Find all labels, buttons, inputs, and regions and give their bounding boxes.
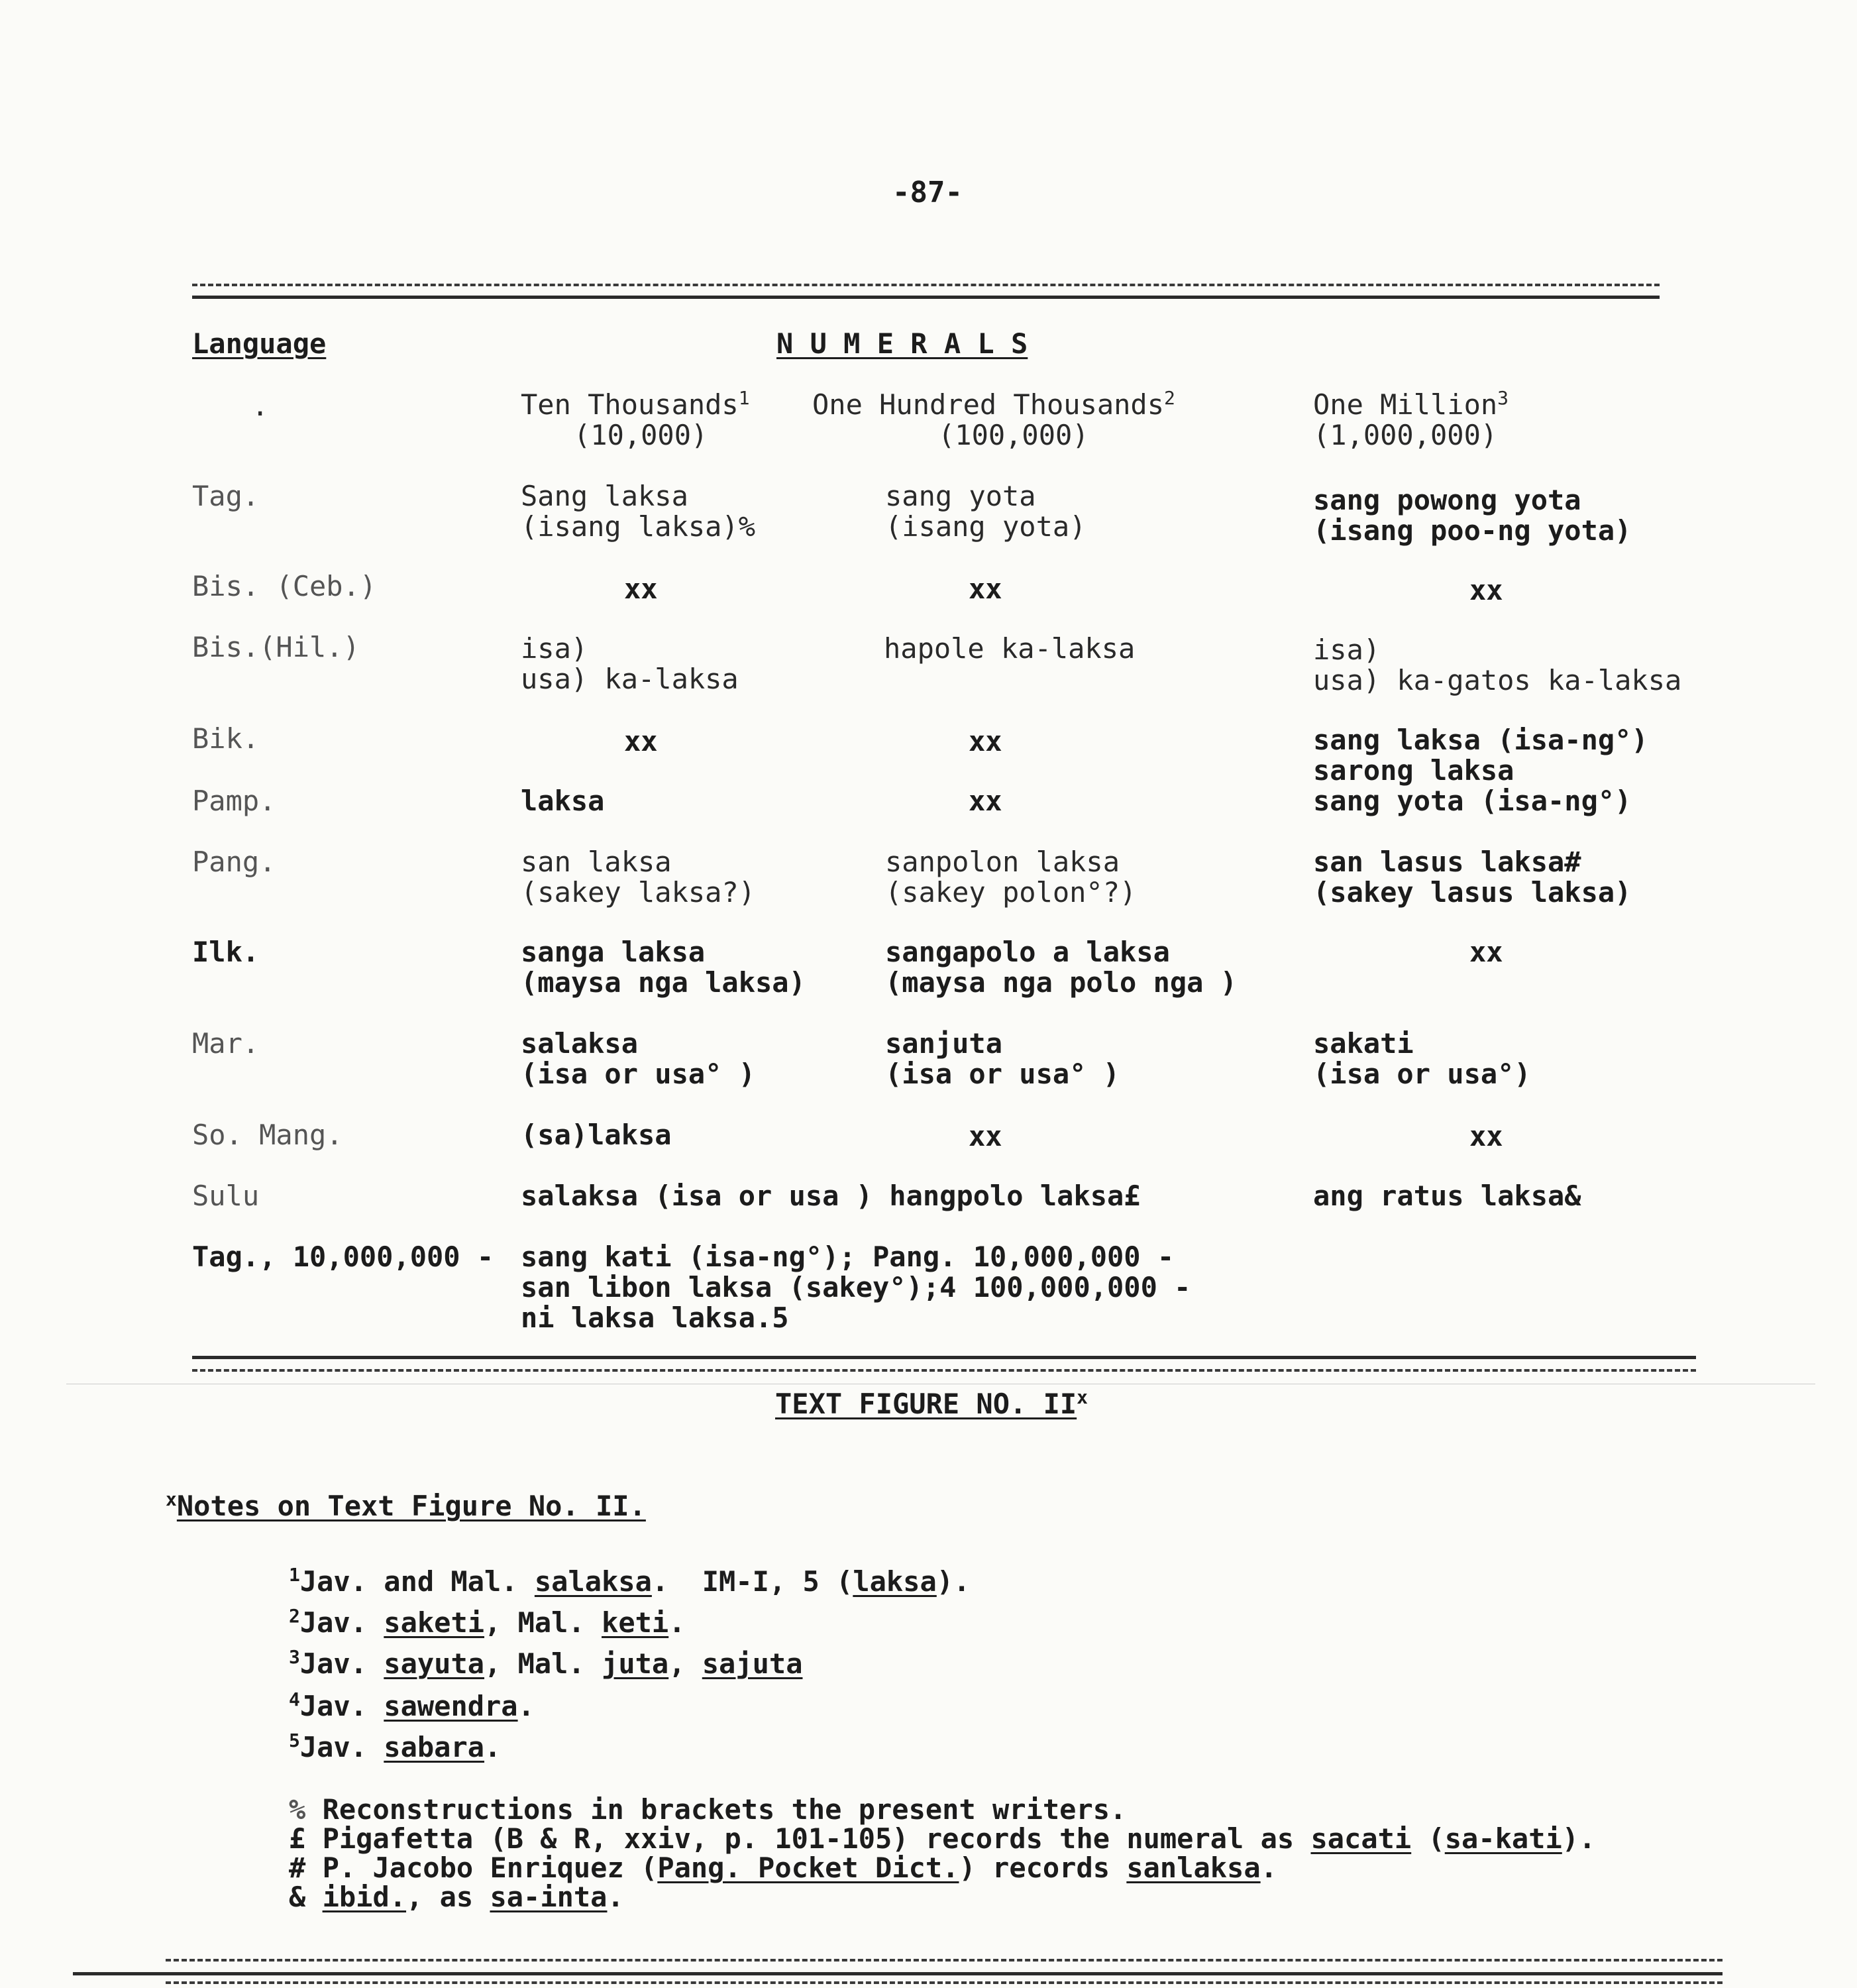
figure-title-text: TEXT FIGURE NO. II: [775, 1388, 1077, 1420]
cell: isa): [521, 632, 588, 665]
cell: xx: [1469, 936, 1503, 968]
col-value-ten-thousands: (10,000): [574, 419, 708, 451]
cell: san lasus laksa#: [1313, 846, 1581, 878]
col-header-one-million: [1313, 387, 1509, 421]
cell: salaksa: [521, 1027, 639, 1060]
note-word: sanlaksa: [1126, 1851, 1261, 1884]
cell: (sa)laksa: [521, 1119, 672, 1151]
cell: (isa or usa° ): [885, 1058, 1120, 1090]
bottom-solid-rule: [192, 1356, 1696, 1359]
row-label-so-mang: So. Mang.: [192, 1119, 343, 1151]
fn-text: Jav.: [299, 1690, 384, 1722]
cell: xx: [969, 1120, 1002, 1152]
cell: xx: [969, 725, 1002, 757]
cell: san laksa: [521, 846, 672, 878]
note-text: [305, 1881, 322, 1913]
fn-text: ,: [668, 1647, 702, 1680]
cell: (maysa nga polo nga ): [885, 966, 1238, 999]
fn-text: Jav. and Mal.: [299, 1565, 535, 1598]
note-text: , as: [406, 1881, 490, 1913]
cell: sang yota (isa-ng°): [1313, 785, 1632, 817]
cell: hapole ka-laksa: [884, 632, 1136, 665]
symbol-note-percent: [289, 1795, 1126, 1825]
footer-solid-rule: [73, 1972, 1723, 1975]
note-word: sa-kati: [1444, 1822, 1562, 1855]
fn-word: salaksa: [534, 1565, 652, 1598]
fn-text: .: [517, 1690, 535, 1722]
fn-text: , Mal.: [484, 1606, 602, 1639]
fn-num: 4: [289, 1688, 300, 1710]
cell: (sakey polon°?): [885, 876, 1137, 909]
notes-heading-text: Notes on Text Figure No. II.: [176, 1490, 646, 1522]
col-header-hundred-thousands: [812, 387, 1175, 421]
note-symbol: £: [289, 1822, 306, 1855]
cell: xx: [624, 573, 658, 605]
cell: laksa: [521, 785, 605, 817]
note-word: sa-inta: [490, 1881, 608, 1913]
row-label-bis-ceb: Bis. (Ceb.): [192, 570, 377, 602]
cell: sang powong yota: [1313, 484, 1581, 516]
col-value-hundred-thousands: (100,000): [938, 419, 1089, 451]
note-word: ibid.: [322, 1881, 407, 1913]
footnote-2: [289, 1605, 686, 1639]
note-text: ).: [1562, 1822, 1596, 1855]
row-label-bis-hil: Bis.(Hil.): [192, 631, 360, 663]
row-label-tag: Tag.: [192, 480, 260, 512]
row-label-pang: Pang.: [192, 846, 276, 878]
cell: sanga laksa: [521, 936, 706, 968]
fn-text: Jav.: [299, 1731, 384, 1763]
fn-text: , Mal.: [484, 1647, 602, 1680]
tag-row-line: san libon laksa (sakey°);4 100,000,000 -: [521, 1271, 1191, 1303]
symbol-note-ampersand: [289, 1882, 624, 1912]
fn-num: 1: [289, 1564, 300, 1586]
cell: (sakey lasus laksa): [1313, 876, 1632, 909]
cell: usa) ka-gatos ka-laksa: [1313, 664, 1682, 696]
row-label-pamp: Pamp.: [192, 785, 276, 817]
notes-heading: [166, 1488, 646, 1522]
fn-word: saketi: [384, 1606, 485, 1639]
fn-num: 2: [289, 1605, 300, 1627]
footer-dashed-rule-2: [166, 1981, 1723, 1984]
note-text: .: [1260, 1851, 1277, 1884]
note-symbol: #: [289, 1851, 306, 1884]
note-symbol: %: [289, 1793, 306, 1826]
col-name: One Million: [1313, 388, 1498, 421]
cell: (sakey laksa?): [521, 876, 756, 909]
footnote-1: [289, 1564, 971, 1598]
note-symbol: &: [289, 1881, 306, 1913]
tag-row-line: ni laksa laksa.5: [521, 1301, 789, 1334]
row-label-sulu: Sulu: [192, 1180, 260, 1212]
top-dashed-rule: [192, 284, 1660, 286]
cell: sangapolo a laksa: [885, 936, 1170, 968]
note-text: .: [607, 1881, 624, 1913]
col-value-one-million: (1,000,000): [1313, 419, 1498, 451]
fn-text: Jav.: [299, 1647, 384, 1680]
col-note: 2: [1164, 387, 1175, 409]
note-text: ) records: [959, 1851, 1127, 1884]
fn-word: sajuta: [702, 1647, 803, 1680]
figure-title: [775, 1386, 1088, 1420]
footnote-5: [289, 1732, 501, 1763]
col-name: One Hundred Thousands: [812, 388, 1165, 421]
col-header-ten-thousands: [521, 387, 750, 421]
figure-mark: x: [1077, 1386, 1088, 1408]
cell: xx: [1469, 1120, 1503, 1152]
cell: sarong laksa: [1313, 754, 1514, 787]
page-number: -87-: [892, 176, 963, 209]
tag-row-line: sang kati (isa-ng°); Pang. 10,000,000 -: [521, 1241, 1175, 1273]
fn-num: 3: [289, 1646, 300, 1668]
cell: sang laksa (isa-ng°): [1313, 724, 1648, 756]
fn-text: Jav.: [299, 1606, 384, 1639]
fn-text: .: [668, 1606, 686, 1639]
cell: usa) ka-laksa: [521, 663, 739, 695]
fn-word: sayuta: [384, 1647, 485, 1680]
bottom-dashed-rule: [192, 1369, 1696, 1372]
fn-num: 5: [289, 1730, 300, 1751]
cell-spanning: salaksa (isa or usa ) hangpolo laksa£: [521, 1180, 1141, 1212]
cell: Sang laksa: [521, 480, 688, 512]
note-text: (: [1411, 1822, 1445, 1855]
col-note: 1: [738, 387, 750, 409]
fn-word: juta: [602, 1647, 669, 1680]
note-text: Reconstructions in brackets the present writers.: [305, 1793, 1127, 1826]
symbol-note-pound: [289, 1824, 1595, 1854]
cell: (maysa nga laksa): [521, 966, 806, 999]
cell: sang yota: [885, 480, 1036, 512]
row-label-bik: Bik.: [192, 722, 260, 755]
cell: (isang yota): [885, 510, 1087, 543]
cell: sanpolon laksa: [885, 846, 1120, 878]
cell: (isang laksa)%: [521, 510, 756, 543]
language-label: Language: [192, 327, 327, 360]
note-word: sacati: [1310, 1822, 1412, 1855]
cell: sakati: [1313, 1027, 1414, 1060]
cell: ang ratus laksa&: [1313, 1180, 1581, 1212]
col-name: Ten Thousands: [521, 388, 739, 421]
cell: isa): [1313, 634, 1381, 666]
header-bullet: .: [252, 390, 269, 422]
row-label-ilk: Ilk.: [192, 936, 260, 968]
top-solid-rule: [192, 296, 1660, 299]
fn-text: .: [484, 1731, 502, 1763]
cell: (isa or usa°): [1313, 1058, 1531, 1090]
cell: (isang poo-ng yota): [1313, 514, 1632, 547]
note-word: Pang. Pocket Dict.: [657, 1851, 959, 1884]
footnote-3: [289, 1646, 803, 1680]
note-text: P. Jacobo Enriquez (: [305, 1851, 658, 1884]
fn-text: ).: [936, 1565, 971, 1598]
footnote-4: [289, 1688, 535, 1722]
cell: xx: [624, 725, 658, 757]
cell: xx: [969, 573, 1002, 605]
fn-word: sabara: [384, 1731, 485, 1763]
cell: sanjuta: [885, 1027, 1003, 1060]
cell: (isa or usa° ): [521, 1058, 756, 1090]
col-note: 3: [1497, 387, 1509, 409]
row-label-mar: Mar.: [192, 1027, 260, 1060]
numerals-title: N U M E R A L S: [776, 327, 1028, 360]
notes-mark: x: [166, 1488, 177, 1510]
symbol-note-hash: [289, 1853, 1277, 1883]
footer-dashed-rule: [166, 1959, 1723, 1961]
cell: xx: [1469, 574, 1503, 606]
fn-word: keti: [602, 1606, 669, 1639]
fn-word: laksa: [853, 1565, 937, 1598]
fn-word: sawendra: [384, 1690, 518, 1722]
tag-row-label: Tag., 10,000,000 -: [192, 1241, 494, 1273]
note-text: Pigafetta (B & R, xxiv, p. 101-105) records the numeral as: [305, 1822, 1311, 1855]
fn-text: . IM-I, 5 (: [651, 1565, 853, 1598]
cell: xx: [969, 785, 1002, 817]
